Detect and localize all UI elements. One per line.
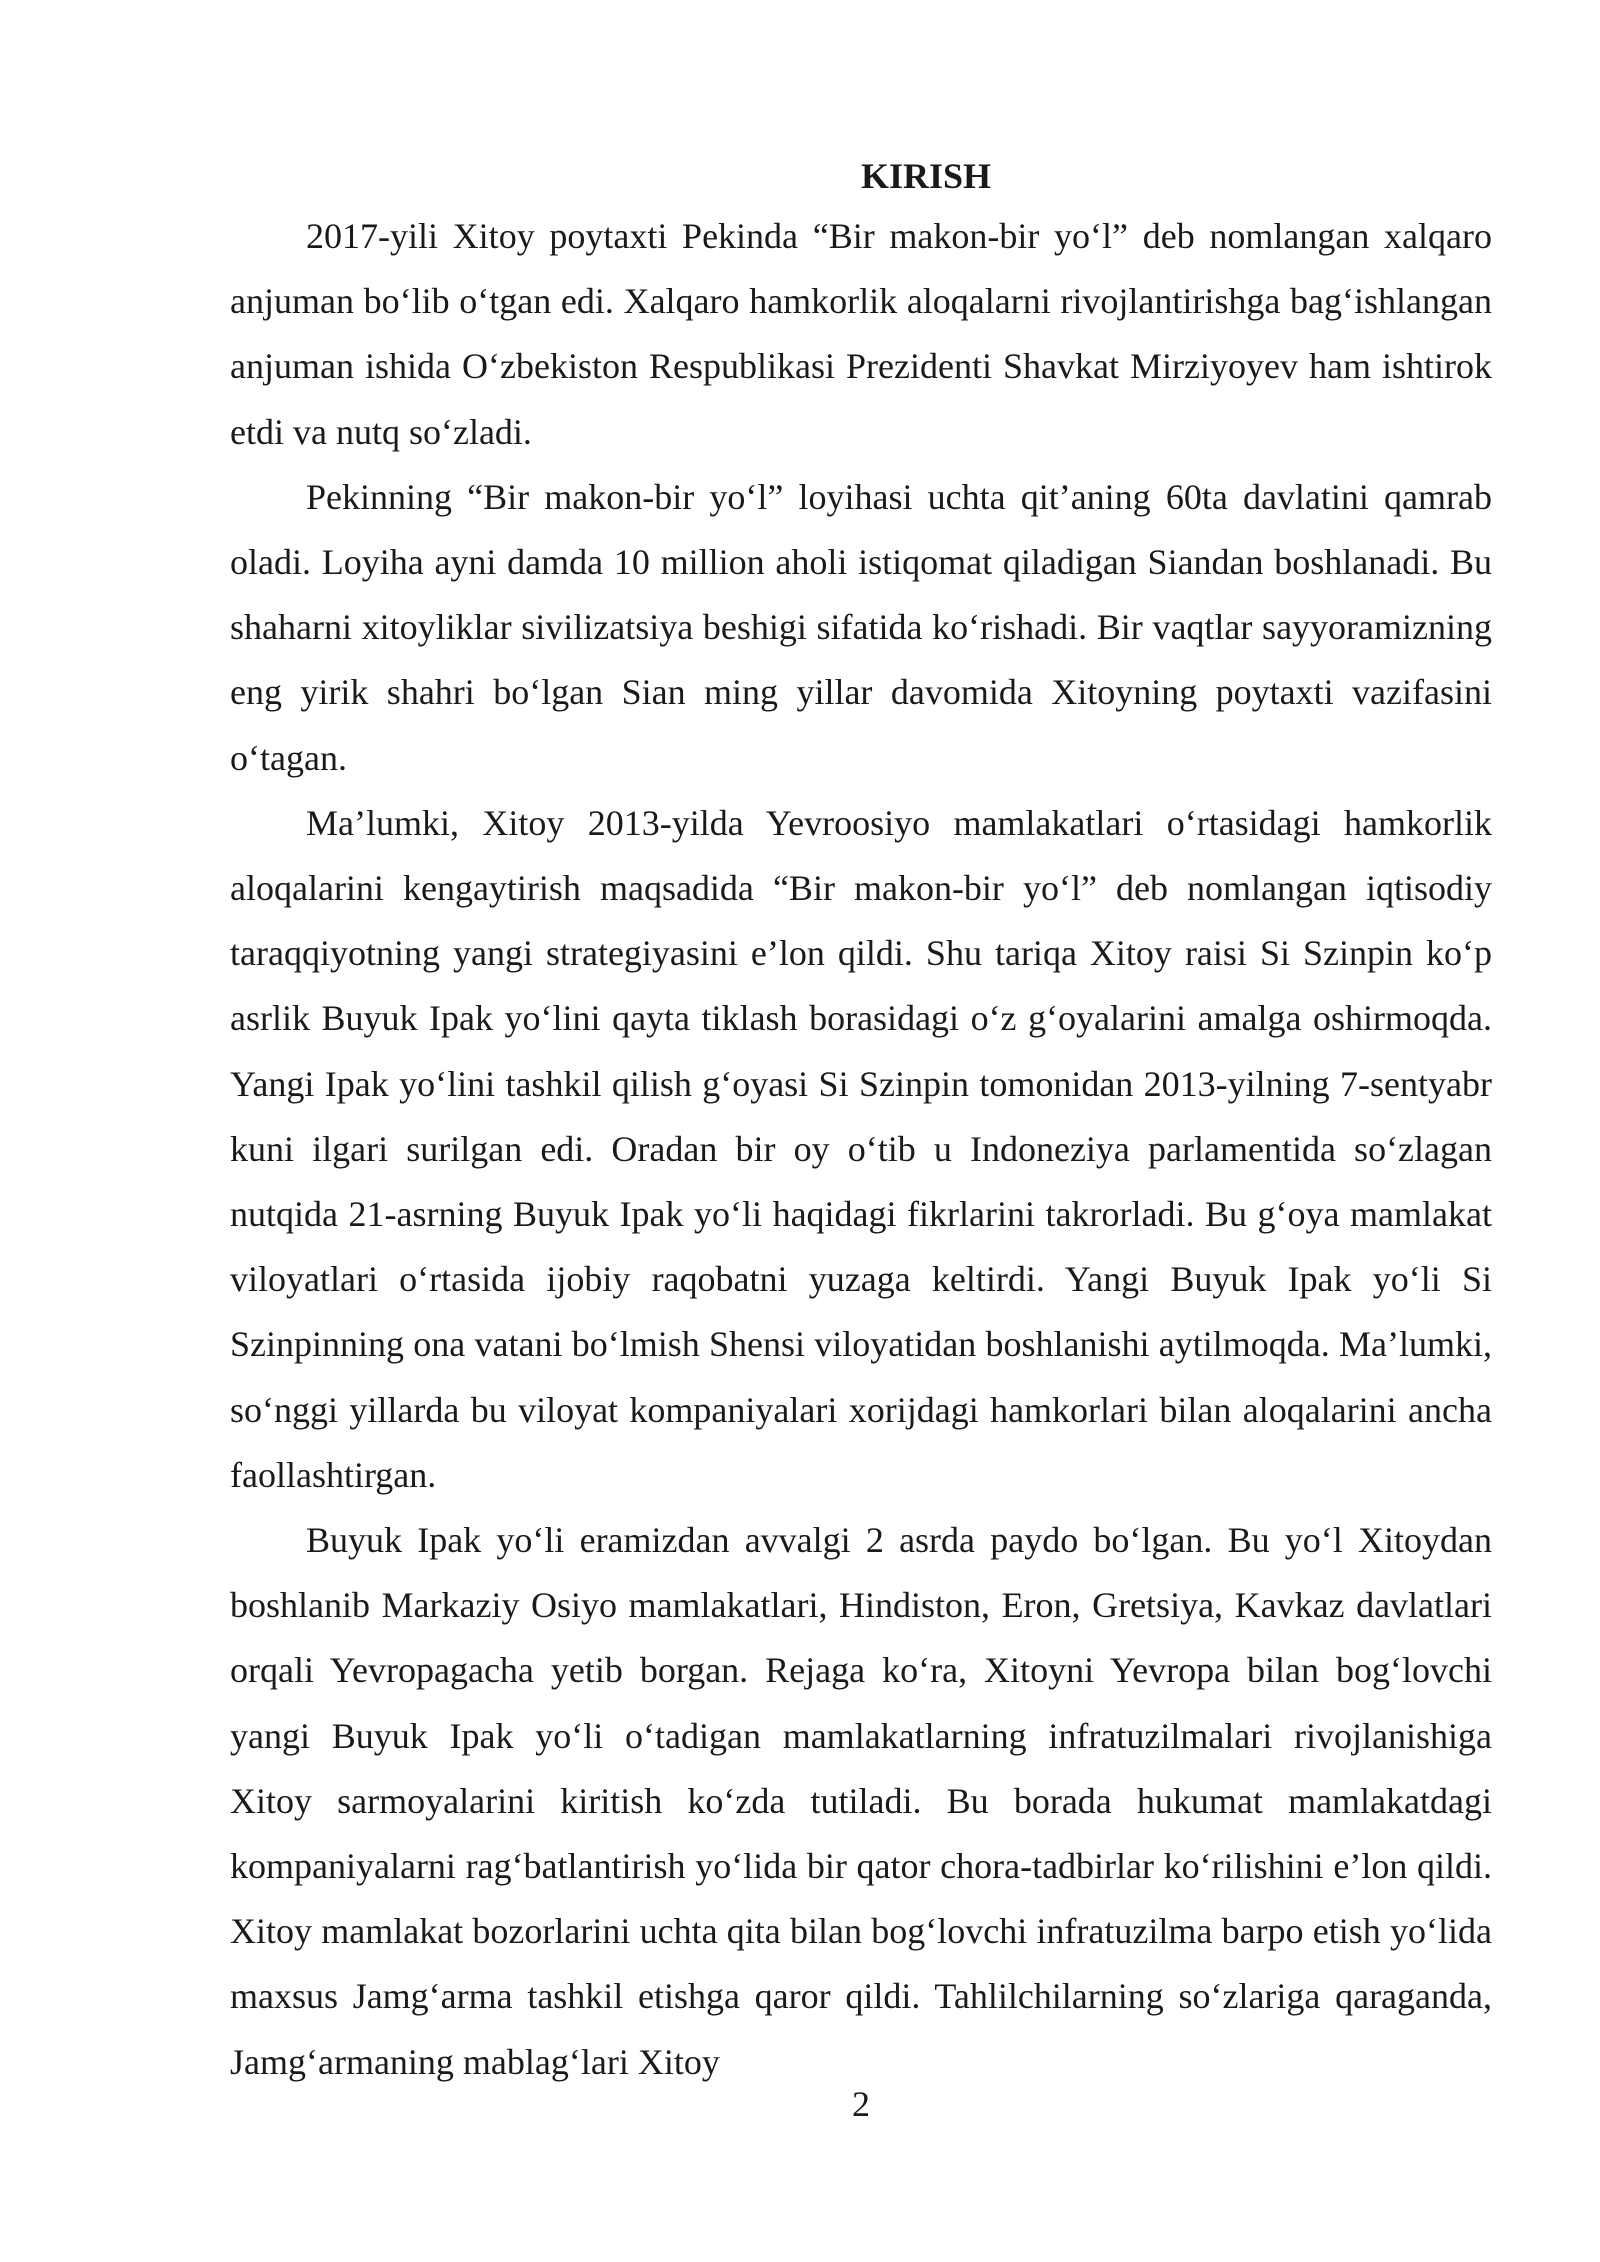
- paragraph-1: 2017-yili Xitoy poytaxti Pekinda “Bir makon-bir yo‘l” deb nomlangan xalqaro anjuman bo‘lib o‘tgan edi. Xalqaro hamkorlik aloqalarni rivojlantirishga bag‘ishlangan anjuman ishida O‘zbekiston Respublikasi Prezidenti Shavkat Mirziyoyev ham ishtirok etdi va nutq so‘zladi.: [230, 216, 1492, 452]
- page-number: 2: [852, 2084, 870, 2124]
- paragraph-4: Buyuk Ipak yo‘li eramizdan avvalgi 2 asrda paydo bo‘lgan. Bu yo‘l Xitoydan boshlanib Markaziy Osiyo mamlakatlari, Hindiston, Eron, Gretsiya, Kavkaz davlatlari orqali Yevropagacha yetib borgan. Rejaga ko‘ra, Xitoyni Yevropa bilan bog‘lovchi yangi Buyuk Ipak yo‘li o‘tadigan mamlakatlarning infratuzilmalari rivojlanishiga Xitoy sarmoyalarini kiritish ko‘zda tutiladi. Bu borada hukumat mamlakatdagi kompaniyalarni rag‘batlantirish yo‘lida bir qator chora-tadbirlar ko‘rilishini e’lon qildi. Xitoy mamlakat bozorlarini uchta qita bilan bog‘lovchi infratuzilma barpo etish yo‘lida maxsus Jamg‘arma tashkil etishga qaror qildi. Tahlilchilarning so‘zlariga qaraganda, Jamg‘armaning mablag‘lari Xitoy: [230, 1520, 1492, 2082]
- document-body: [230, 148, 1492, 2095]
- section-heading: KIRISH: [860, 156, 992, 196]
- paragraph-3: Ma’lumki, Xitoy 2013-yilda Yevroosiyo mamlakatlari o‘rtasidagi hamkorlik aloqalarini kengaytirish maqsadida “Bir makon-bir yo‘l” deb nomlangan iqtisodiy taraqqiyotning yangi strategiyasini e’lon qildi. Shu tariqa Xitoy raisi Si Szinpin ko‘p asrlik Buyuk Ipak yo‘lini qayta tiklash borasidagi o‘z g‘oyalarini amalga oshirmoqda. Yangi Ipak yo‘lini tashkil qilish g‘oyasi Si Szinpin tomonidan 2013-yilning 7-sentyabr kuni ilgari surilgan edi. Oradan bir oy o‘tib u Indoneziya parlamentida so‘zlagan nutqida 21-asrning Buyuk Ipak yo‘li haqidagi fikrlarini takrorladi. Bu g‘oya mamlakat viloyatlari o‘rtasida ijobiy raqobatni yuzaga keltirdi. Yangi Buyuk Ipak yo‘li Si Szinpinning ona vatani bo‘lmish Shensi viloyatidan boshlanishi aytilmoqda. Ma’lumki, so‘nggi yillarda bu viloyat kompaniyalari xorijdagi hamkorlari bilan aloqalarini ancha faollashtirgan.: [230, 802, 1492, 1495]
- paragraph-2: Pekinning “Bir makon-bir yo‘l” loyihasi uchta qit’aning 60ta davlatini qamrab oladi. Loyiha ayni damda 10 million aholi istiqomat qiladigan Siandan boshlanadi. Bu shaharni xitoyliklar sivilizatsiya beshigi sifatida ko‘rishadi. Bir vaqtlar sayyoramizning eng yirik shahri bo‘lgan Sian ming yillar davomida Xitoyning poytaxti vazifasini o‘tagan.: [230, 476, 1492, 778]
